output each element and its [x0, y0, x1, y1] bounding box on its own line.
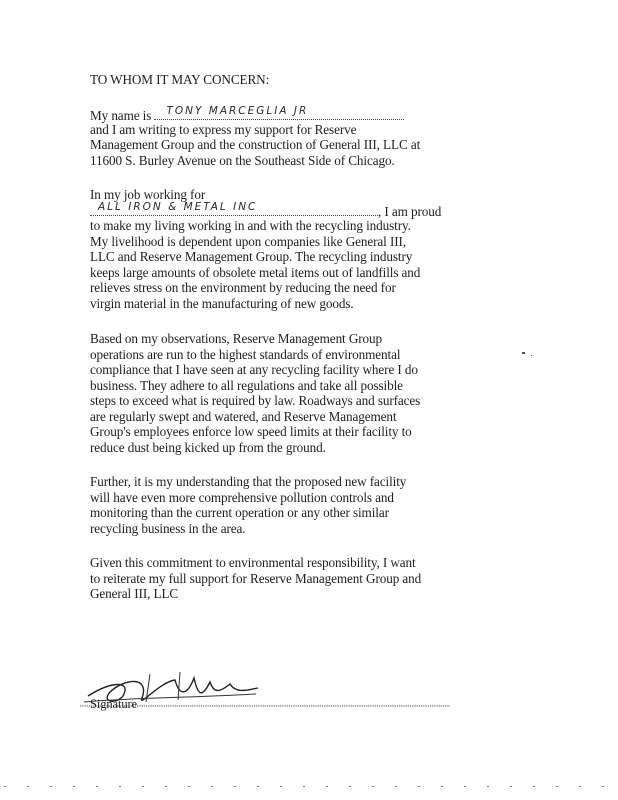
para3-line8: reduce dust being kicked up from the ground. [90, 440, 326, 455]
company-suffix: , I am proud [378, 204, 442, 219]
para1-line3: Management Group and the construction of General III, LLC at [90, 137, 421, 152]
salutation: TO WHOM IT MAY CONCERN: [90, 72, 270, 87]
para1-line2: and I am writing to express my support for Reserve [90, 122, 357, 137]
para4-line2: will have even more comprehensive pollution controls and [90, 490, 394, 505]
para3-line7: Group's employees enforce low speed limits at their facility to [90, 424, 412, 439]
scan-speck [522, 352, 525, 354]
para2-line6: keeps large amounts of obsolete metal items out of landfills and [90, 265, 421, 280]
company-line [90, 203, 441, 219]
para3-line6: are regularly swept and watered, and Reserve Management [90, 409, 397, 424]
para3-line1: Based on my observations, Reserve Management Group [90, 331, 383, 346]
name-blank [154, 107, 404, 120]
scan-speck [531, 355, 532, 356]
signature-label: Signature [90, 697, 138, 711]
para4-line1: Further, it is my understanding that the proposed new facility [90, 474, 407, 489]
para3-line3: compliance that I have seen at any recycling facility where I do [90, 362, 418, 377]
handwritten-name: TONY MARCEGLIA JR [166, 105, 309, 117]
name-line [90, 107, 404, 123]
para3-line5: steps to exceed what is required by law. Roadways and surfaces [90, 393, 421, 408]
para5-line3: General III, LLC [90, 586, 179, 601]
para2-line4: My livelihood is dependent upon companies like General III, [90, 234, 407, 249]
company-blank [90, 203, 378, 216]
para4-line3: monitoring than the current operation or any other similar [90, 505, 389, 520]
para2-line3: to make my living working in and with the recycling industry. [90, 218, 411, 233]
para3-line2: operations are run to the highest standards of environmental [90, 347, 401, 362]
scan-edge-dots [4, 786, 614, 787]
para2-line7: relieves stress on the environment by reducing the need for [90, 280, 396, 295]
handwritten-company: ALL IRON & METAL INC [98, 201, 258, 213]
para2-line8: virgin material in the manufacturing of new goods. [90, 296, 354, 311]
name-prefix: My name is [90, 108, 152, 123]
para1-line4: 11600 S. Burley Avenue on the Southeast Side of Chicago. [90, 153, 395, 168]
para3-line4: business. They adhere to all regulations and take all possible [90, 378, 403, 393]
para5-line1: Given this commitment to environmental responsibility, I want [90, 555, 416, 570]
para5-line2: to reiterate my full support for Reserve Management Group and [90, 571, 422, 586]
para2-line1: In my job working for [90, 187, 206, 202]
para2-line5: LLC and Reserve Management Group. The recycling industry [90, 249, 413, 264]
para4-line4: recycling business in the area. [90, 521, 246, 536]
